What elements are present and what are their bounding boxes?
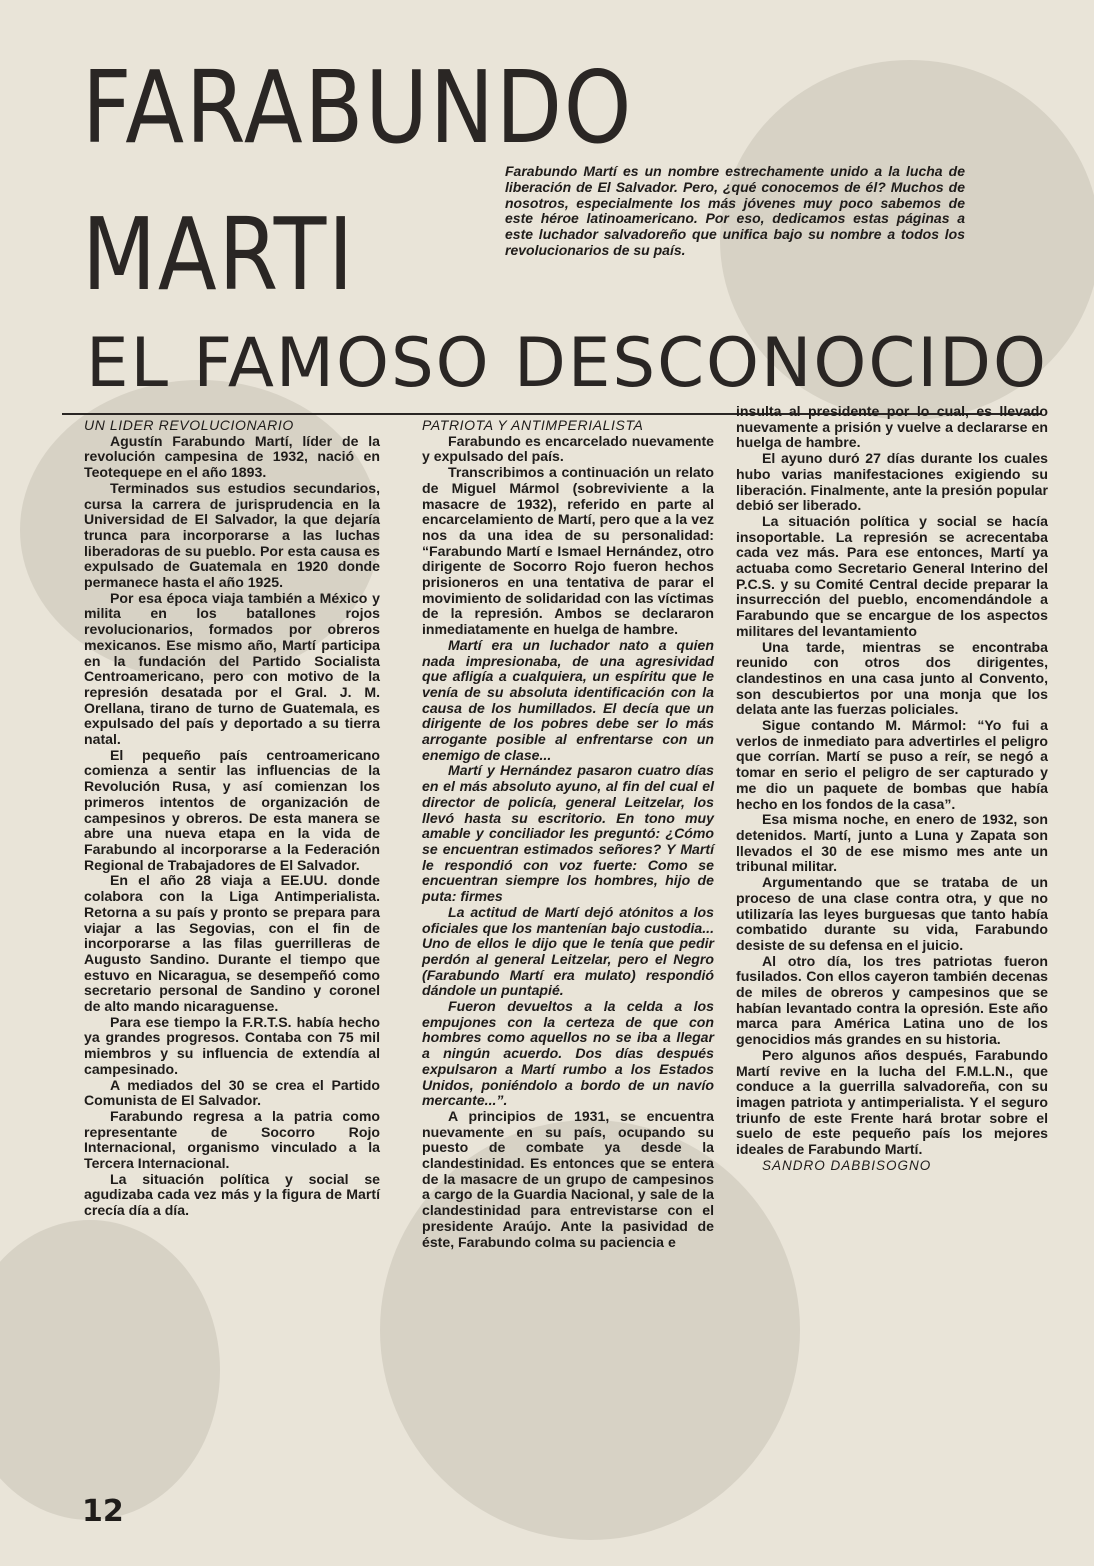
paragraph: La situación política y social se agudizaba cada vez más y la figura de Martí crecía día a día. — [84, 1170, 380, 1219]
paragraph: Para ese tiempo la F.R.T.S. había hecho ya grandes progresos. Contaba con 75 mil miembros y su influencia de extendía al campesinado. — [84, 1013, 380, 1077]
headline-marti: MARTI — [82, 196, 356, 313]
paragraph: En el año 28 viaja a EE.UU. donde colabora con la Liga Antimperialista. Retorna a su país y pronto se prepara para viajar a las Segovias, con el fin de incorporarse a las filas guerrilleras de Augusto Sandino. Durante el tiempo que estuvo en Nicaragua, se desempeñó como secretario personal de Sandino y coronel de alto mando nicaraguense. — [84, 872, 380, 1015]
paragraph: Terminados sus estudios secundarios, cursa la carrera de jurisprudencia en la Universidad de El Salvador, la que dejaría trunca para incorporarse a las luchas liberadoras de su pueblo. Por esta causa es expulsado de Guatemala en 1920 donde permanece hasta el año 1925. — [84, 479, 380, 591]
article-column-1 — [84, 418, 380, 1219]
author-signature: SANDRO DABBISOGNO — [762, 1157, 932, 1173]
subtitle-famoso-desconocido: EL FAMOSO DESCONOCIDO — [86, 324, 1048, 403]
paragraph: La situación política y social se hacía insoportable. La represión se acrecentaba cada vez más. Para ese entonces, Martí ya actuaba como Secretario General Interino del P.C.S. y su Comité Central decide preparar la insurrección del pueblo, encomendándole a Farabundo que se encargue de los aspectos militares del levantamiento — [736, 512, 1048, 639]
paragraph: insulta al presidente por lo cual, es llevado nuevamente a prisión y vuelve a declararse en huelga de hambre. — [736, 403, 1048, 451]
page-number: 12 — [82, 1494, 124, 1529]
paragraph: El ayuno duró 27 días durante los cuales hubo varias manifestaciones exigiendo su liberación. Finalmente, ante la presión popular debió ser liberado. — [736, 450, 1048, 514]
quote-paragraph: La actitud de Martí dejó atónitos a los oficiales que los mantenían bajo custodia... Uno de ellos le dijo que le tenía que pedir perdón al general Leitzelar, pero el Negro (Farabundo Martí era mulato) respondió dándole un puntapié. — [422, 903, 714, 999]
paragraph: Esa misma noche, en enero de 1932, son detenidos. Martí, junto a Luna y Zapata son llevados el 30 de ese mismo mes ante un tribunal militar. — [736, 811, 1048, 875]
intro-paragraph: Farabundo Martí es un nombre estrechamente unido a la lucha de liberación de El Salvador. Pero, ¿qué conocemos de él? Muchos de nosotros, especialmente los más jóvenes muy poco sabemos de este héroe latinoamericano. Por eso, dedicamos estas páginas a este luchador salvadoreño que unifica bajo su nombre a todos los revolucionarios de su país. — [505, 163, 965, 258]
background-texture — [0, 1220, 220, 1520]
paragraph: Una tarde, mientras se encontraba reunido con otros dos dirigentes, clandestinos en una casa junto al Convento, son descubiertos por una monja que los delata ante las fuerzas policiales. — [736, 638, 1048, 718]
paragraph: Farabundo es encarcelado nuevamente y expulsado del país. — [422, 432, 714, 465]
quote-paragraph: Fueron devueltos a la celda a los empujones con la certeza de que con hombres como aquellos no se iba a llegar a ningún acuerdo. Dos días después expulsaron a Martí rumbo a los Estados Unidos, poniéndolo a bordo de un navío mercante...”. — [422, 998, 714, 1109]
section-heading: UN LIDER REVOLUCIONARIO — [84, 417, 294, 433]
paragraph: Agustín Farabundo Martí, líder de la revolución campesina de 1932, nació en Teotequepe en el año 1893. — [84, 432, 380, 481]
paragraph: Sigue contando M. Mármol: “Yo fui a verlos de inmediato para advertirles el peligro que corrían. Martí se puso a reír, se negó a tomar en serio el peligro de ser capturado y me dio un paquete de bombas que había hecho en los fondos de la casa”. — [736, 717, 1048, 812]
article-column-3 — [736, 404, 1048, 1173]
paragraph: Transcribimos a continuación un relato de Miguel Mármol (sobreviviente a la masacre de 1932), referido en parte al encarcelamiento de Martí, pero que a la vez nos da una idea de su personalidad: “Farabundo Martí e Ismael Hernández, otro dirigente de Socorro Rojo fueron hechos prisioneros en una tentativa de parar el movimiento de solidaridad con las víctimas de la represión. Ambos se declararon inmediatamente en huelga de hambre. — [422, 464, 714, 638]
article-column-2 — [422, 418, 714, 1250]
paragraph: Argumentando que se trataba de un proceso de una clase contra otra, y que no utilizaría las leyes burguesas que tanto había combatido durante su vida, Farabundo desiste de su defensa en el juicio. — [736, 874, 1048, 953]
section-heading: PATRIOTA Y ANTIMPERIALISTA — [422, 417, 644, 433]
headline-farabundo: FARABUNDO — [82, 49, 634, 166]
paragraph: El pequeño país centroamericano comienza a sentir las influencias de la Revolución Rusa, y así comienzan los primeros intentos de organización de campesinos y obreros. De esta manera se abre una nueva etapa en la vida de Farabundo al incorporarse a la Federación Regional de Trabajadores de El Salvador. — [84, 746, 380, 873]
quote-paragraph: Martí y Hernández pasaron cuatro días en el más absoluto ayuno, al fin del cual el director de policía, general Leitzelar, los llevó hasta su escritorio. En tono muy amable y conciliador les preguntó: ¿Cómo se encuentran estimados señores? Y Martí le respondió con voz fuerte: Como se encuentran siempre los hombres, hijo de puta: firmes — [422, 762, 714, 905]
quote-paragraph: Martí era un luchador nato a quien nada impresionaba, de una agresividad que afligía a cualquiera, un espíritu que le venía de su absoluta identificación con la causa de los humillados. El decía que un dirigente de los pobres debe ser lo más arrogante posible al enfrentarse con un enemigo de clase... — [422, 636, 714, 763]
paragraph: Pero algunos años después, Farabundo Martí revive en la lucha del F.M.L.N., que conduce a la guerrilla salvadoreña, con su imagen patriota y antimperialista. Y el seguro triunfo de este Frente hará brotar sobre el suelo de este pequeño país los mejores ideales de Farabundo Martí. — [736, 1046, 1048, 1158]
paragraph: Al otro día, los tres patriotas fueron fusilados. Con ellos cayeron también decenas de miles de obreros y campesinos que se habían levantado contra la opresión. Este año marca para América Latina uno de los genocidios más grandes en su historia. — [736, 952, 1048, 1048]
paragraph: Por esa época viaja también a México y milita en los batallones rojos revolucionarios, formados por obreros mexicanos. Ese mismo año, Martí participa en la fundación del Partido Socialista Centroamericano, pero con motivo de la represión desatada por el Gral. J. M. Orellana, tirano de turno de Guatemala, es expulsado del país y deportado a su tierra natal. — [84, 589, 380, 748]
paragraph: Farabundo regresa a la patria como representante de Socorro Rojo Internacional, organismo vinculado a la Tercera Internacional. — [84, 1107, 380, 1172]
paragraph: A mediados del 30 se crea el Partido Comunista de El Salvador. — [84, 1076, 380, 1109]
paragraph: A principios de 1931, se encuentra nuevamente en su país, ocupando su puesto de combate ya desde la clandestinidad. Es entonces que se entera de la masacre de un grupo de campesinos a cargo de la Guardia Nacional, y sale de la clandestinidad para entrevistarse con el presidente Araújo. Ante la pasividad de éste, Farabundo colma su paciencia e — [422, 1107, 714, 1250]
